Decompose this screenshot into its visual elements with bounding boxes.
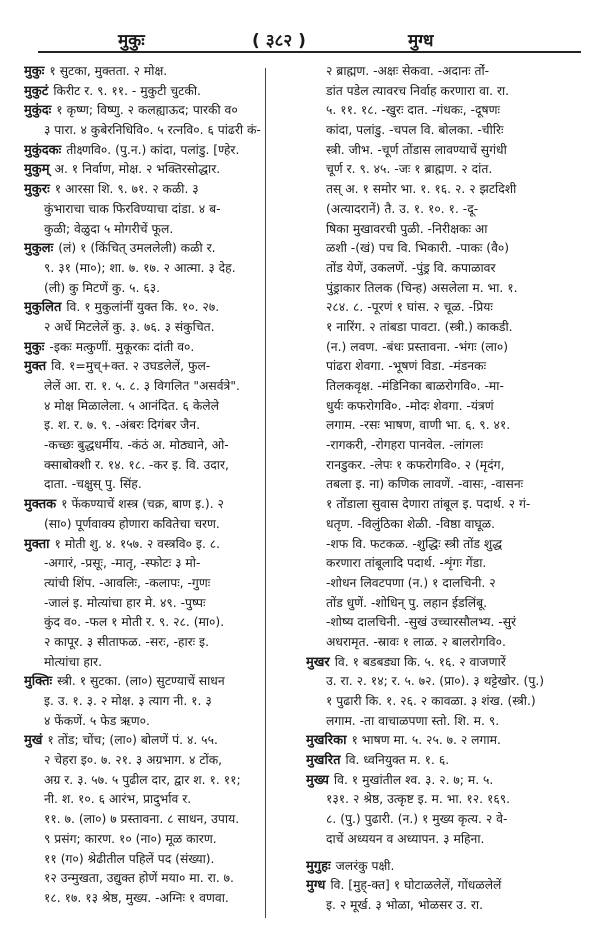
entry-continuation-line bbox=[24, 416, 294, 436]
definition-text: -कच्छः बुद्धधर्मीय. -कंठं अ. मोठ्याने, ओ- bbox=[44, 438, 229, 453]
definition-text: १२ उन्मुखता, उद्युक्त होणें मया० मा. रा. ७. bbox=[44, 871, 234, 886]
entry-continuation-line bbox=[306, 82, 580, 102]
definition-text: नी. श. १०. ६ आरंभ, प्रादुर्भाव र. bbox=[44, 792, 192, 807]
entry-continuation-line bbox=[24, 869, 294, 889]
entry-continuation-line bbox=[24, 594, 294, 614]
entry-continuation-line bbox=[306, 416, 580, 436]
dictionary-entry-line bbox=[24, 62, 294, 82]
entry-continuation-line bbox=[24, 751, 294, 771]
entry-continuation-line bbox=[24, 318, 294, 338]
dictionary-entry-line bbox=[24, 160, 294, 180]
definition-text: रानडुकर. -लेपः १ कफरोगवि०. २ (मृदंग, bbox=[326, 457, 505, 472]
definition-text: ३ पारा. ४ कुबेरनिधिवि०. ५ रत्नवि०. ६ पांढरी कं- bbox=[44, 123, 261, 138]
entry-continuation-line bbox=[306, 180, 580, 200]
definition-text: २ चेहरा इ०. ७. २१. ३ अग्रभाग. ४ टोंक, bbox=[44, 753, 223, 768]
definition-text: ५. ११. १८. -खुरः दात. -गंधकः, -दूषणः bbox=[326, 103, 501, 118]
definition-text: ११. ७. (ला०) ७ प्रस्तावना. ८ साधन, उपाय. bbox=[44, 812, 240, 827]
definition-text: १ नारिंग. २ तांबडा पावटा. (स्त्री.) काकडी. bbox=[326, 319, 513, 334]
definition-text: (सा०) पूर्णवाक्य होणारा कवितेचा चरण. bbox=[44, 516, 220, 531]
entry-gap bbox=[306, 850, 580, 857]
headword: मुकुः bbox=[24, 339, 45, 355]
definition-text: तोंड येणें, उकलणें. -पुंड्र वि. कपाळावर bbox=[326, 260, 496, 275]
definition-text: १ आरसा शि. ९. ७१. २ कळी. ३ bbox=[54, 182, 199, 197]
definition-text: वि. ध्वनियुक्त म. १. ६. bbox=[345, 753, 450, 768]
definition-text: ळशी -(खं) पच वि. भिकारी. -पाकः (वै०) bbox=[326, 241, 510, 256]
definition-text: कांदा, पलांडु. -चपल वि. बोलका. -चीरिः bbox=[326, 123, 504, 138]
dictionary-entry-line bbox=[24, 239, 294, 259]
entry-continuation-line bbox=[306, 357, 580, 377]
headword: मुखरिका bbox=[306, 733, 347, 749]
definition-text: धतृण. -विलुंठिका शेळी. -विष्ठा वाघूळ. bbox=[326, 516, 495, 531]
headword: मुक्त bbox=[24, 359, 47, 375]
entry-continuation-line bbox=[24, 771, 294, 791]
entry-continuation-line bbox=[24, 790, 294, 810]
entry-continuation-line bbox=[24, 613, 294, 633]
definition-text: ९. ३१ (मा०); शा. ७. १७. २ आत्मा. ३ देह. bbox=[44, 260, 236, 275]
definition-text: १ कृष्ण; विष्णु. २ कलह्याऊद; पारकी व० bbox=[56, 103, 238, 118]
definition-text: पुंड्राकार तिलक (चिन्ह) असलेला म. भा. १. bbox=[326, 280, 518, 295]
entry-continuation-line bbox=[306, 200, 580, 220]
headword: मुखं bbox=[24, 733, 43, 749]
entry-continuation-line bbox=[306, 535, 580, 555]
right-guide-word: मुग्ध bbox=[408, 31, 434, 51]
definition-text: वि. १=मुच्+क्त. २ उघडलेलें, फुल- bbox=[51, 359, 211, 374]
definition-text: १३१. २ श्रेष्ठ, उत्कृष्ट इ. म. भा. १२. १६९. bbox=[326, 792, 511, 807]
definition-text: दाता. -चक्षुस् पु. सिंह. bbox=[44, 477, 142, 492]
entry-continuation-line bbox=[24, 377, 294, 397]
headword: मुखर bbox=[306, 654, 330, 670]
entry-continuation-line bbox=[306, 830, 580, 850]
definition-text: किरीट र. ९. ११. - मुकुटी चुटकी. bbox=[53, 83, 201, 98]
dictionary-entry-line bbox=[24, 298, 294, 318]
definition-text: लेलें आ. रा. १. ५. ८. ३ विगलित "असर्वत्रे". bbox=[44, 379, 240, 393]
entry-continuation-line bbox=[24, 554, 294, 574]
headword: मुक्तक bbox=[24, 497, 57, 513]
definition-text: ९ प्रसंग; कारण. १० (ना०) मूळ कारण. bbox=[44, 831, 217, 846]
definition-text: १८. १७. १३ श्रेष्ठ, मुख्य. -अग्निः १ वणवा. bbox=[44, 890, 229, 905]
entry-continuation-line bbox=[24, 456, 294, 476]
headword: मुकुलः bbox=[24, 241, 54, 257]
headword: मुकुंदकः bbox=[24, 142, 62, 158]
dictionary-entry-line bbox=[24, 672, 294, 692]
definition-text: इ. २ मूर्ख. ३ भोळा, भोळसर उ. रा. bbox=[326, 897, 483, 912]
headword: मुकुलित bbox=[24, 300, 62, 316]
definition-text: १ सुटका, मुक्तता. २ मोक्ष. bbox=[49, 64, 168, 78]
dictionary-entry-line bbox=[24, 101, 294, 121]
entry-continuation-line bbox=[306, 712, 580, 732]
definition-text: तबला इ. ना) कणिक लावणें. -वासः, -वासनः bbox=[326, 477, 524, 492]
dictionary-entry-line bbox=[24, 535, 294, 555]
entry-continuation-line bbox=[24, 889, 294, 909]
definition-text: (न.) लवण. -बंधः प्रस्तावना. -भंगः (ला०) bbox=[326, 339, 509, 354]
definition-text: -शोधन लिवटपणा (न.) १ दालचिनी. २ bbox=[326, 575, 496, 590]
entry-continuation-line bbox=[306, 436, 580, 456]
definition-text: इ. श. र. ७. ९. -अंबरः दिगंबर जैन. bbox=[44, 418, 201, 433]
left-guide-word: मुकुः bbox=[118, 31, 145, 51]
entry-continuation-line bbox=[306, 672, 580, 692]
entry-continuation-line bbox=[24, 574, 294, 594]
definition-text: वि. [मुह्-क्त] १ घोटाळलेलें, गोंधळलेलें bbox=[330, 878, 502, 893]
entry-continuation-line bbox=[24, 653, 294, 673]
left-column bbox=[24, 62, 294, 909]
definition-text: १ पुढारी कि. १. २६. २ कावळा. ३ शंख. (स्त्री.) bbox=[326, 694, 536, 708]
entry-continuation-line bbox=[306, 298, 580, 318]
dictionary-entry-line bbox=[24, 338, 294, 358]
headword: मुग्ध bbox=[306, 878, 326, 894]
entry-continuation-line bbox=[306, 259, 580, 279]
definition-text: तोंड धुणें. -शोधिन् पु. लहान ईडलिंबू. bbox=[326, 595, 488, 610]
entry-continuation-line bbox=[306, 790, 580, 810]
dictionary-entry-line bbox=[306, 653, 580, 673]
definition-text: करणारा तांबूलादि पदार्थ. -शृंगः गेंडा. bbox=[326, 556, 487, 571]
dictionary-entry-line bbox=[24, 141, 294, 161]
entry-continuation-line bbox=[306, 279, 580, 299]
entry-continuation-line bbox=[306, 220, 580, 240]
definition-text: लगाम. -रसः भाषण, वाणी भा. ६. ९. ४१. bbox=[326, 418, 511, 433]
definition-text: ४ मोक्ष मिळालेला. ५ आनंदित. ६ केलेले bbox=[44, 398, 219, 413]
definition-text: तिलकवृक्ष. -मंडिनिका बाळरोगवि०. -मा- bbox=[326, 379, 504, 393]
entry-continuation-line bbox=[24, 692, 294, 712]
definition-text: अधरामृत. -स्रावः १ लाळ. २ बालरोगवि०. bbox=[326, 634, 506, 649]
definition-text: -शोष्य दालचिनी. -सुखं उच्चारसौलभ्य. -सुरं bbox=[326, 615, 517, 630]
definition-text: त्यांची शिंप. -आवलिः, -कलापः, -गुणः bbox=[44, 575, 211, 590]
entry-continuation-line bbox=[306, 397, 580, 417]
entry-continuation-line bbox=[306, 377, 580, 397]
definition-text: दाचें अध्ययन व अध्यापन. ३ महिना. bbox=[326, 831, 485, 846]
definition-text: २८४. ८. -पूरणं १ घांस. २ चूळ. -प्रियः bbox=[326, 300, 493, 315]
entry-continuation-line bbox=[24, 810, 294, 830]
entry-continuation-line bbox=[24, 397, 294, 417]
entry-continuation-line bbox=[306, 160, 580, 180]
entry-continuation-line bbox=[306, 101, 580, 121]
definition-text: -अगारं, -प्रसूः, -मातृ, -स्फोटः ३ मो- bbox=[44, 556, 201, 571]
dictionary-entry-line bbox=[24, 495, 294, 515]
definition-text: चूर्ण र. ९. ४५. -जः १ ब्राह्मण. २ दांत. bbox=[326, 162, 493, 177]
headword: मुक्ता bbox=[24, 536, 50, 552]
definition-text: -इकः मत्कुणीं. मुकूरकः दांती व०. bbox=[49, 339, 195, 354]
definition-text: २ ब्राह्मण. -अक्षः सेकवा. -अदानः तोंं- bbox=[326, 64, 490, 78]
headword: मुकुटं bbox=[24, 83, 49, 99]
entry-continuation-line bbox=[306, 338, 580, 358]
definition-text: तस् अ. १ समोर भा. १. १६. २. २ झटदिशी bbox=[326, 182, 517, 197]
page-number: ( ३८२ ) bbox=[252, 31, 306, 51]
entry-continuation-line bbox=[24, 515, 294, 535]
dictionary-entry-line bbox=[24, 357, 294, 377]
entry-continuation-line bbox=[306, 692, 580, 712]
definition-text: स्त्री. १ सुटका. (ला०) सुटण्याचें साधन bbox=[57, 674, 225, 689]
definition-text: कुंद व०. -फल १ मोती र. ९. २८. (मा०). bbox=[44, 615, 225, 630]
definition-text: १ भाषण मा. ५. २५. ७. २ लगाम. bbox=[351, 733, 501, 748]
definition-text: (अत्यादरानें) तै. उ. १. १०. १. -दू- bbox=[326, 201, 479, 216]
definition-text: क्साबोक्शी र. १४. १८. -कर इ. वि. उदार, bbox=[44, 457, 229, 472]
entry-continuation-line bbox=[24, 712, 294, 732]
definition-text: -रागकरी, -रोगहरा पानवेल. -लांगलः bbox=[326, 438, 483, 453]
dictionary-entry-line bbox=[24, 731, 294, 751]
definition-text: १ फेंकण्याचें शस्त्र (चक्र, बाण इ.). २ bbox=[61, 497, 224, 512]
headword: मुकुः bbox=[24, 64, 45, 79]
definition-text: -शफ वि. फटकळ. -शुद्धिः स्त्री तोंड शुद्ध bbox=[326, 536, 503, 551]
entry-continuation-line bbox=[306, 239, 580, 259]
definition-text: २ कापूर. ३ सीताफळ. -सरः, -हारः इ. bbox=[44, 634, 210, 649]
definition-text: स्त्री. जीभ. -चूर्ण तोंडास लावण्याचें सुगंधी bbox=[326, 142, 507, 157]
definition-text: लगाम. -ता वाचाळपणा स्तो. शि. म. ९. bbox=[326, 713, 500, 728]
dictionary-entry-line bbox=[24, 82, 294, 102]
dictionary-entry-line bbox=[306, 876, 580, 896]
definition-text: १ मोती शु. ४. १५७. २ वस्त्रवि० इ. ८. bbox=[54, 536, 221, 551]
column-divider bbox=[265, 68, 266, 918]
entry-continuation-line bbox=[306, 594, 580, 614]
definition-text: इ. उ. १. ३. २ मोक्ष. ३ त्याग नी. १. ३ bbox=[44, 694, 212, 708]
dictionary-entry-line bbox=[306, 751, 580, 771]
entry-continuation-line bbox=[306, 121, 580, 141]
entry-continuation-line bbox=[306, 475, 580, 495]
definition-text: ११ (ग०) श्रेढीतील पहिलें पद (संख्या). bbox=[44, 851, 215, 866]
definition-text: तीक्ष्णवि०. (पु.न.) कांदा, पलांडु. [ण्हेर. bbox=[66, 142, 240, 157]
headword: मुकुंदः bbox=[24, 103, 52, 119]
entry-continuation-line bbox=[24, 436, 294, 456]
entry-continuation-line bbox=[306, 613, 580, 633]
header-rule bbox=[38, 51, 581, 53]
definition-text: कुंभाराचा चाक फिरविण्याचा दांडा. ४ ब- bbox=[44, 201, 221, 216]
entry-continuation-line bbox=[24, 259, 294, 279]
entry-continuation-line bbox=[24, 121, 294, 141]
headword: मुकुम् bbox=[24, 162, 50, 178]
definition-text: जलरंकु पक्षी. bbox=[335, 858, 395, 873]
entry-continuation-line bbox=[306, 810, 580, 830]
definition-text: ८. (पु.) पुढारी. (न.) १ मुख्य कृत्य. २ वे- bbox=[326, 812, 508, 827]
entry-continuation-line bbox=[306, 495, 580, 515]
definition-text: मोत्यांचा हार. bbox=[44, 654, 102, 669]
definition-text: (लं) १ (किंचित् उमललेली) कळी र. bbox=[58, 241, 216, 256]
dictionary-entry-line bbox=[306, 857, 580, 877]
entry-continuation-line bbox=[24, 475, 294, 495]
definition-text: कुळी; वेळुदा ५ मोगरीचें फूल. bbox=[44, 221, 174, 236]
definition-text: १ तोंड; चोंच; (ला०) बोलणें पं. ४. ५५. bbox=[47, 733, 218, 748]
definition-text: वि. १ मुकुलांनीं युक्त कि. १०. २७. bbox=[66, 300, 220, 315]
entry-continuation-line bbox=[24, 830, 294, 850]
definition-text: षिका मुखावरची पुळी. -निरीक्षकः आ bbox=[326, 221, 488, 236]
entry-continuation-line bbox=[306, 896, 580, 916]
headword: मुखरित bbox=[306, 753, 341, 769]
entry-continuation-line bbox=[306, 318, 580, 338]
entry-continuation-line bbox=[306, 141, 580, 161]
definition-text: धुर्यः कफरोगवि०. -मोदः शेवगा. -यंत्रणं bbox=[326, 398, 494, 413]
running-header bbox=[0, 22, 600, 52]
definition-text: (ली) कु मिटणें कु. ५. ६३. bbox=[44, 280, 161, 295]
dictionary-entry-line bbox=[24, 180, 294, 200]
definition-text: वि. १ मुखांतील श्व. ३. २. ७; म. ५. bbox=[333, 772, 494, 787]
entry-continuation-line bbox=[306, 633, 580, 653]
entry-continuation-line bbox=[306, 62, 580, 82]
entry-continuation-line bbox=[24, 220, 294, 240]
headword: मुक्तिः bbox=[24, 674, 53, 690]
headword: मुगुहः bbox=[306, 858, 331, 874]
entry-continuation-line bbox=[24, 200, 294, 220]
definition-text: ४ फेंकणें. ५ फेड ऋण०. bbox=[44, 713, 150, 728]
entry-continuation-line bbox=[24, 633, 294, 653]
definition-text: डांत पडेल त्यावरच निर्वाह करणारा वा. रा. bbox=[326, 83, 510, 98]
right-column bbox=[306, 62, 580, 916]
dictionary-entry-line bbox=[306, 771, 580, 791]
entry-continuation-line bbox=[306, 515, 580, 535]
headword: मुकुरः bbox=[24, 182, 50, 198]
entry-continuation-line bbox=[306, 554, 580, 574]
dictionary-entry-line bbox=[306, 731, 580, 751]
entry-continuation-line bbox=[306, 574, 580, 594]
definition-text: अ. १ निर्वाण, मोक्ष. २ भक्तिरसोद्धार. bbox=[54, 162, 221, 177]
definition-text: २ अर्धे मिटलेलें कु. ३. ७६. ३ संकुचित. bbox=[44, 319, 215, 334]
entry-continuation-line bbox=[24, 850, 294, 870]
definition-text: अग्र र. ३. ५७. ५ पुढील दार, द्वार श. १. ११; bbox=[44, 772, 241, 787]
headword: मुख्य bbox=[306, 772, 329, 788]
definition-text: उ. रा. २. १४; र. ५. ७२. (प्रा०). ३ थट्टेखोर. (पु.) bbox=[326, 674, 545, 689]
entry-continuation-line bbox=[306, 456, 580, 476]
entry-continuation-line bbox=[24, 279, 294, 299]
definition-text: पांढरा शेवगा. -भूषणं विडा. -मंडनकः bbox=[326, 359, 487, 374]
definition-text: १ तोंडाला सुवास देणारा तांबूल इ. पदार्थ. २ गं- bbox=[326, 497, 531, 512]
definition-text: -जालं इ. मोत्यांचा हार मे. ४९. -पुष्पः bbox=[44, 595, 206, 610]
definition-text: वि. १ बडबड्या कि. ५. १६. २ वाजणारें bbox=[334, 654, 506, 669]
